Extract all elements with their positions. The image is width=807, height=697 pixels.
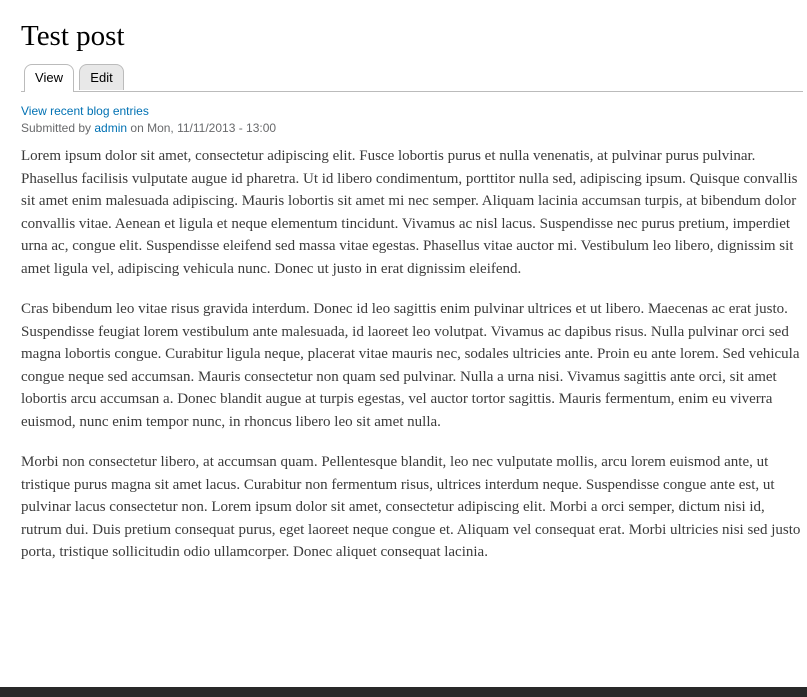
body-paragraph: Morbi non consectetur libero, at accumsan quam. Pellentesque blandit, leo nec vulputate mollis, arcu lorem euismod ante, ut tristique purus magna sit amet lacus. Curabitur non fermentum risus, ultrices interdum neque. Suspendisse congue ante est, ut pulvinar lacus consectetur non. Lorem ipsum dolor sit amet, consectetur adipiscing elit. Morbi a orci semper, dictum nisi id, rutrum dui. Duis pretium consequat purus, eget laoreet neque congue et. Aliquam vel consequat erat. Morbi ultricies nisi sed justo porta, tristique sollicitudin odio ullamcorper. Donec aliquet consequat lacinia. — [21, 454, 801, 560]
post-meta — [21, 103, 276, 137]
author-link[interactable]: admin — [94, 121, 128, 135]
tab-bar — [21, 64, 803, 92]
footer-bar — [0, 687, 807, 697]
body-paragraph: Cras bibendum leo vitae risus gravida interdum. Donec id leo sagittis enim pulvinar ultrices et ut libero. Maecenas ac erat justo. Suspendisse feugiat lorem vestibulum ante malesuada, id laoreet leo volutpat. Vivamus ac dapibus risus. Nulla pulvinar orci sed magna lobortis congue. Curabitur ligula neque, placerat vitae mauris nec, sodales ultricies ante. Proin eu ante lorem. Sed vehicula congue neque sed accumsan. Mauris consectetur non quam sed pulvinar. Nulla a urna nisi. Vivamus sagittis ante orci, sit amet lobortis arcu accumsan a. Donec blandit augue at turpis egestas, vel auctor tortor sagittis. Mauris fermentum, enim eu viverra euismod, nunc enim tempor nunc, in rhoncus libero leo sit amet nulla. — [21, 301, 800, 430]
post-date: on Mon, 11/11/2013 - 13:00 — [127, 121, 277, 135]
page-title: Test post — [21, 20, 125, 52]
post-body — [21, 145, 803, 582]
body-paragraph: Lorem ipsum dolor sit amet, consectetur adipiscing elit. Fusce lobortis purus et nulla venenatis, at pulvinar purus pulvinar. Phasellus facilisis vulputate augue id pharetra. Ut id libero condimentum, porttitor nulla sed, adipiscing ipsum. Quisque convallis sit amet enim malesuada adipiscing. Mauris lobortis sit amet mi nec semper. Aliquam lacinia accumsan turpis, at bibendum dolor convallis vitae. Aenean et ligula et neque elementum tincidunt. Vivamus ac nisl lacus. Suspendisse nec purus pretium, imperdiet urna ac, congue elit. Suspendisse eleifend sed massa vitae egestas. Phasellus vitae auctor mi. Vestibulum leo libero, dignissim sit amet ligula vel, adipiscing vehicula nunc. Donec ut justo in erat dignissim eleifend. — [21, 148, 798, 277]
tab-view[interactable]: View — [24, 64, 74, 92]
tab-edit[interactable]: Edit — [79, 64, 124, 90]
submitted-by-label: Submitted by — [21, 121, 95, 135]
recent-blog-entries-link[interactable]: View recent blog entries — [21, 104, 149, 118]
